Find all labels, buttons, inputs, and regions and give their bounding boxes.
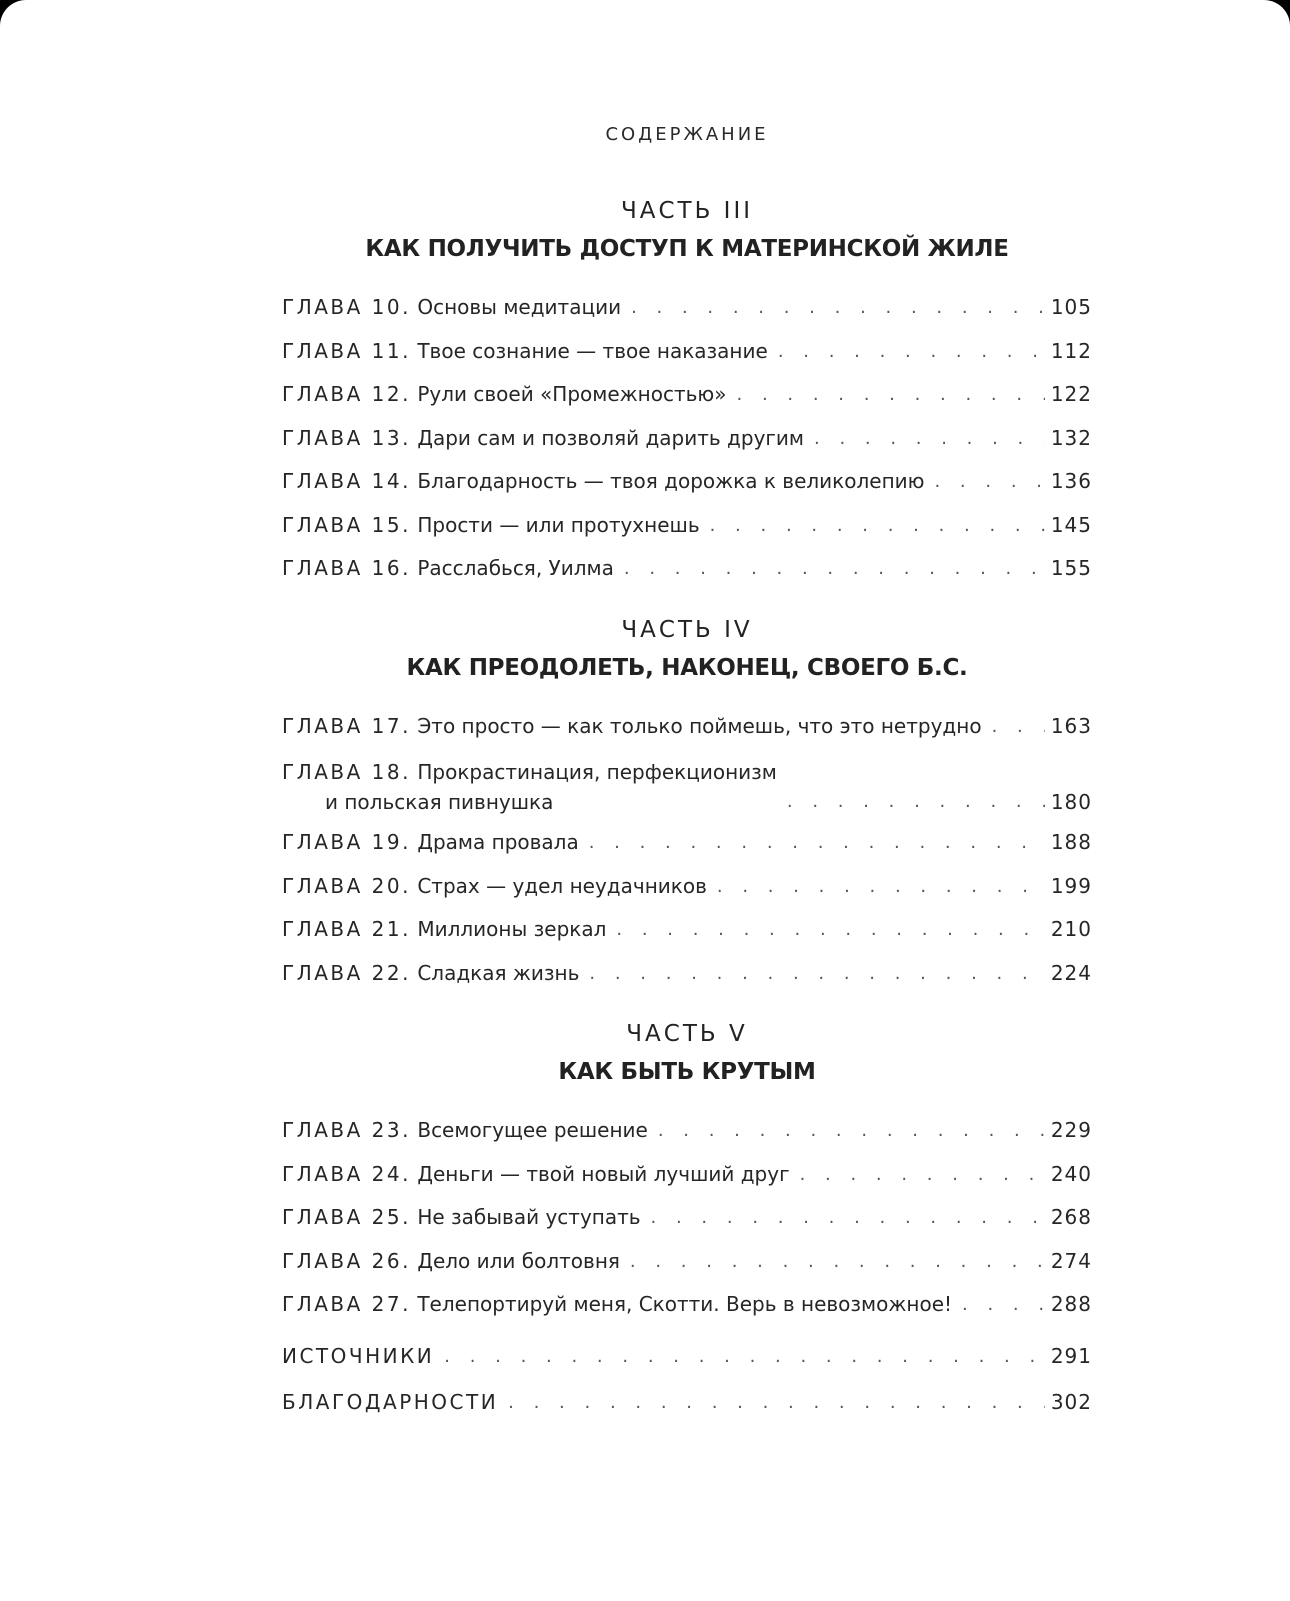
toc-entry [282,1379,1092,1425]
part-title: КАК ПОЛУЧИТЬ ДОСТУП К МАТЕРИНСКОЙ ЖИЛЕ [365,236,1009,262]
entry-label [282,330,768,374]
chapter-number: ГЛАВА 19. [282,830,411,854]
dot-leader [624,547,1045,591]
page-number: 188 [1050,830,1092,854]
chapter-number: ГЛАВА 24. [282,1161,411,1186]
page-number: 105 [1050,295,1092,319]
dot-leader [787,787,1045,817]
toc-entry [282,952,1092,996]
chapter-number: ГЛАВА 14. [282,469,411,493]
chapter-title: Расслабься, Уилма [417,556,614,580]
dot-leader [800,1153,1045,1197]
chapter-number: ГЛАВА 23. [282,1118,411,1142]
back-matter-list [282,1333,1092,1425]
chapter-number: ГЛАВА 11. [282,338,411,363]
running-head: СОДЕРЖАНИЕ [605,124,769,145]
back-matter-label: ИСТОЧНИКИ [282,1344,435,1368]
page-number: 112 [1050,338,1092,363]
toc-entry [282,1333,1092,1379]
chapter-title-continuation: и польская пивнушка [325,790,554,814]
chapter-number: ГЛАВА 21. [282,917,411,941]
part-title: КАК БЫТЬ КРУТЫМ [558,1059,816,1085]
chapter-title: Дело или болтовня [417,1248,620,1273]
table-of-contents [282,120,1092,1425]
dot-leader [710,504,1045,548]
entry-label [282,1283,952,1327]
page-number: 163 [1050,713,1092,738]
toc-entry [282,1109,1092,1153]
toc-entry [282,417,1092,461]
entry-label [282,952,579,996]
chapter-title: Прости — или протухнешь [417,512,700,537]
chapter-number: ГЛАВА 17. [282,713,411,738]
chapter-title: Прокрастинация, перфекционизм [417,760,777,784]
entry-label [282,504,700,548]
chapter-title: Благодарность — твоя дорожка к великолепию [417,469,925,493]
dot-leader [992,705,1045,749]
page-number: 274 [1050,1248,1092,1273]
back-matter-label: БЛАГОДАРНОСТИ [282,1390,499,1414]
page-number: 224 [1050,960,1092,985]
chapter-title: Основы медитации [417,295,622,319]
entry-label [282,821,579,865]
chapter-title: Телепортируй меня, Скотти. Верь в невозможное! [417,1292,953,1316]
chapter-number: ГЛАВА 25. [282,1205,411,1229]
toc-entry [282,286,1092,330]
page-number: 180 [1050,790,1092,814]
part-heading [282,192,1092,268]
page-number: 132 [1050,425,1092,450]
toc-entry [282,373,1092,417]
chapter-title: Драма провала [417,830,579,854]
toc-entry [282,821,1092,865]
entry-label [282,1196,641,1240]
dot-leader [444,1335,1045,1379]
dot-leader [737,373,1045,417]
toc-entry [282,504,1092,548]
dot-leader [814,417,1045,461]
toc-entry [282,1283,1092,1327]
page-number: 229 [1050,1118,1092,1142]
entry-label [282,908,606,952]
page-number: 199 [1050,873,1092,898]
entry-label [282,1240,620,1284]
chapter-number: ГЛАВА 22. [282,960,411,985]
part-number: ЧАСТЬ III [620,198,754,224]
dot-leader [717,865,1045,909]
toc-entry [282,705,1092,749]
chapter-number: ГЛАВА 15. [282,512,411,537]
chapter-list [282,1109,1092,1327]
toc-entry [282,748,1092,821]
entry-label [282,417,804,461]
page-number: 240 [1050,1161,1092,1186]
chapter-number: ГЛАВА 12. [282,382,411,406]
chapter-title: Дари сам и позволяй дарить другим [417,425,804,450]
entry-label [282,757,777,821]
toc-entry [282,460,1092,504]
chapter-title: Деньги — твой новый лучший друг [417,1161,790,1186]
chapter-list [282,705,1092,996]
page-number: 302 [1050,1390,1092,1414]
toc-entry [282,1196,1092,1240]
dot-leader [589,952,1044,996]
entry-label [282,705,982,749]
part-number: ЧАСТЬ IV [621,616,753,643]
chapter-title: Твое сознание — твое наказание [417,338,768,363]
page-number: 155 [1050,556,1092,580]
toc-entry [282,1240,1092,1284]
part-number: ЧАСТЬ V [626,1021,748,1047]
page-number: 210 [1050,917,1092,941]
chapter-title: Страх — удел неудачников [417,873,707,898]
dot-leader [778,330,1045,374]
entry-label [282,1153,790,1197]
dot-leader [589,821,1045,865]
chapter-title: Не забывай уступать [417,1205,641,1229]
chapter-number: ГЛАВА 16. [282,556,411,580]
page-number: 122 [1050,382,1092,406]
entry-label [282,1109,648,1153]
entry-label [282,865,707,909]
dot-leader [962,1283,1045,1327]
toc-entry [282,908,1092,952]
entry-label [282,286,621,330]
chapter-title: Миллионы зеркал [417,917,607,941]
chapter-title: Рули своей «Промежностью» [417,382,727,406]
page-number: 136 [1050,469,1092,493]
page-number: 288 [1050,1292,1092,1316]
dot-leader [631,286,1045,330]
chapter-title: Всемогущее решение [417,1118,648,1142]
entry-label [282,460,924,504]
part-heading [282,1015,1092,1091]
dot-leader [658,1109,1045,1153]
chapter-list [282,286,1092,591]
dot-leader [508,1381,1045,1425]
chapter-number: ГЛАВА 20. [282,873,411,898]
toc-entry [282,330,1092,374]
chapter-number: ГЛАВА 27. [282,1292,411,1316]
page-number: 268 [1050,1205,1092,1229]
dot-leader [651,1196,1045,1240]
page-number: 291 [1050,1344,1092,1368]
part-title: КАК ПРЕОДОЛЕТЬ, НАКОНЕЦ, СВОЕГО Б.С. [406,654,968,681]
chapter-number: ГЛАВА 13. [282,425,411,450]
toc-entry [282,547,1092,591]
toc-entry [282,1153,1092,1197]
chapter-title: Это просто — как только поймешь, что это нетрудно [417,713,982,738]
part-heading [282,611,1092,687]
dot-leader [934,460,1044,504]
chapter-title: Сладкая жизнь [417,960,580,985]
dot-leader [616,908,1044,952]
entry-label [282,373,727,417]
chapter-number: ГЛАВА 26. [282,1248,411,1273]
entry-label [282,547,614,591]
page-number: 145 [1050,512,1092,537]
chapter-number: ГЛАВА 18. [282,760,411,784]
toc-entry [282,865,1092,909]
chapter-number: ГЛАВА 10. [282,295,411,319]
dot-leader [630,1240,1045,1284]
